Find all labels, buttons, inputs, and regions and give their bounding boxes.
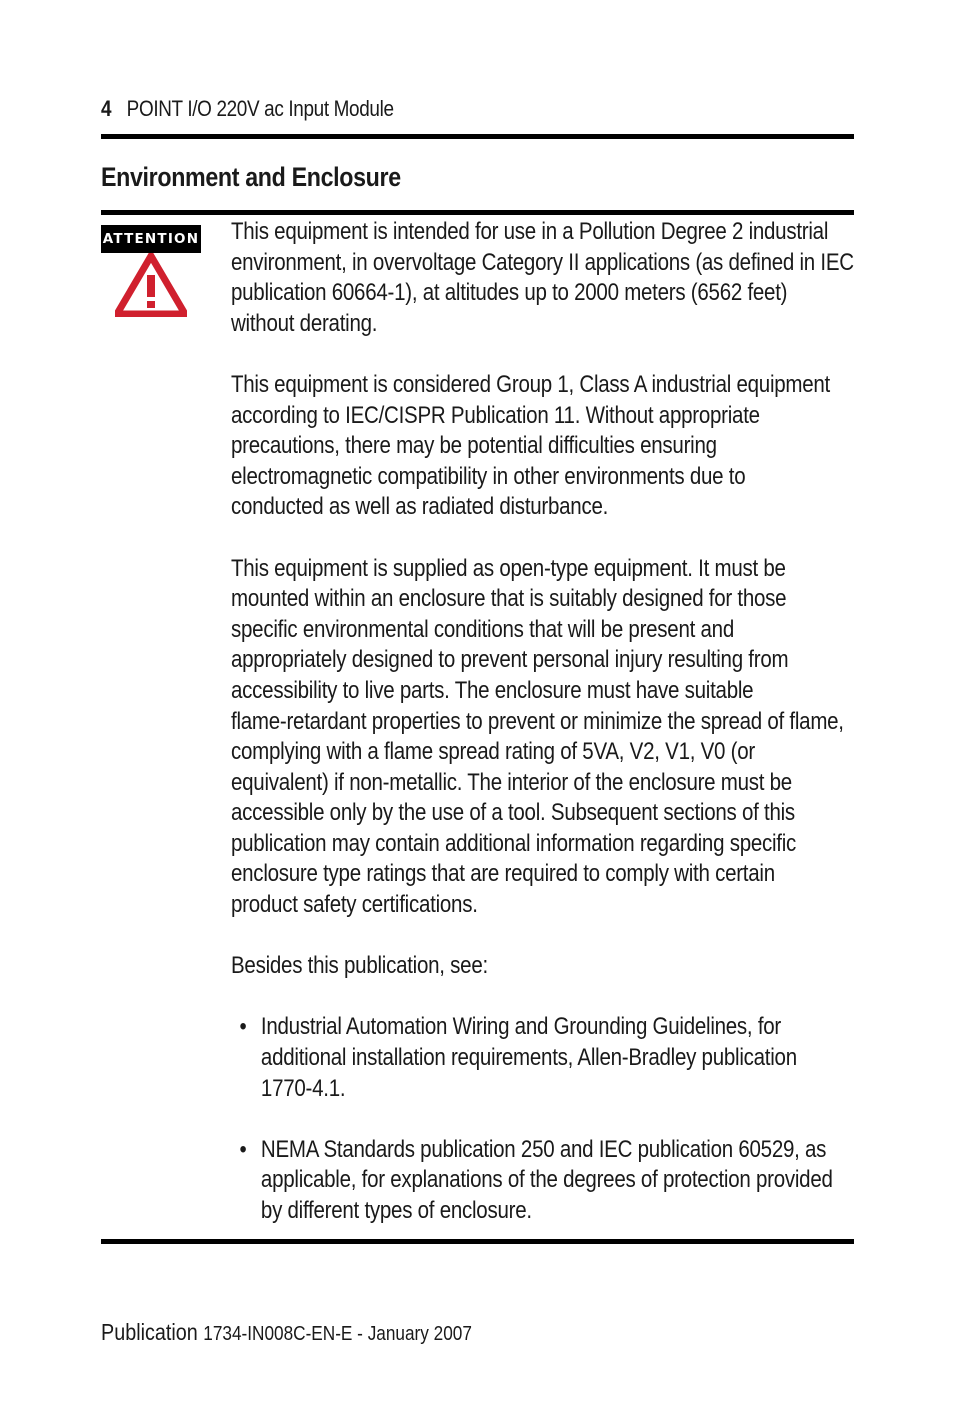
attention-paragraph-2 [231,370,847,523]
running-header [101,94,394,124]
reference-list [231,1012,847,1226]
attention-badge: ATTENTION [101,225,201,253]
bullet-icon: • [239,1135,247,1163]
attention-paragraph-3 [231,554,847,921]
text-line: 1770-4.1. [260,1074,346,1102]
text-line: specific environmental conditions that will be present and [231,615,734,643]
header-rule [101,134,854,139]
attention-body [231,217,854,1257]
attention-paragraph-1 [231,217,854,339]
attention-top-rule [101,210,854,215]
section-title: Environment and Enclosure [101,162,401,192]
text-line: mounted within an enclosure that is suitably designed for those [231,585,787,613]
text-line: This equipment is intended for use in a Pollution Degree 2 industrial [231,218,829,245]
text-line: Besides this publication, see: [231,952,488,980]
text-line: product safety certifications. [231,891,478,919]
text-line: additional installation requirements, Allen-Bradley publication [260,1044,797,1072]
text-line: accessibility to live parts. The enclosure must have suitable [231,676,754,704]
text-line: This equipment is supplied as open-type equipment. It must be [231,554,786,582]
text-line: electromagnetic compatibility in other environments due to [231,462,746,490]
bullet-icon: • [239,1013,247,1041]
page-number: 4 [101,96,112,121]
text-line: publication 60664-1), at altitudes up to 2000 meters (6562 feet) [231,279,788,307]
text-line: conducted as well as radiated disturbance. [231,493,609,521]
text-line: by different types of enclosure. [260,1197,532,1224]
text-line: equivalent) if non-metallic. The interior of the enclosure must be [231,768,792,796]
text-line: applicable, for explanations of the degrees of protection provided [260,1166,833,1194]
text-line: Industrial Automation Wiring and Grounding Guidelines, for [260,1013,782,1041]
list-item [231,1135,847,1227]
text-line: This equipment is considered Group 1, Class A industrial equipment [231,370,831,398]
text-line: environment, in overvoltage Category II applications (as defined in IEC [231,248,854,276]
text-line: NEMA Standards publication 250 and IEC publication 60529, as [260,1135,827,1163]
text-line: precautions, there may be potential difficulties ensuring [231,432,717,460]
text-line: flame-retardant properties to prevent or minimize the spread of flame, [231,707,844,735]
footer-label: Publication [101,1319,198,1345]
text-line: enclosure type ratings that are required to comply with certain [231,860,775,888]
attention-paragraph-4 [231,951,847,982]
text-line: without derating. [231,309,378,337]
list-item [231,1012,847,1104]
text-line: according to IEC/CISPR Publication 11. Without appropriate [231,401,760,429]
text-line: appropriately designed to prevent personal injury resulting from [231,646,789,674]
text-line: complying with a flame spread rating of 5VA, V2, V1, V0 (or [231,738,755,766]
text-line: publication may contain additional information regarding specific [231,829,797,857]
publication-footer [101,1317,472,1349]
attention-bottom-rule [101,1239,854,1244]
publication-id: 1734-IN008C-EN-E - January 2007 [203,1323,472,1345]
warning-triangle-icon [115,253,187,317]
running-title: POINT I/O 220V ac Input Module [126,96,394,121]
text-line: accessible only by the use of a tool. Subsequent sections of this [231,799,795,827]
